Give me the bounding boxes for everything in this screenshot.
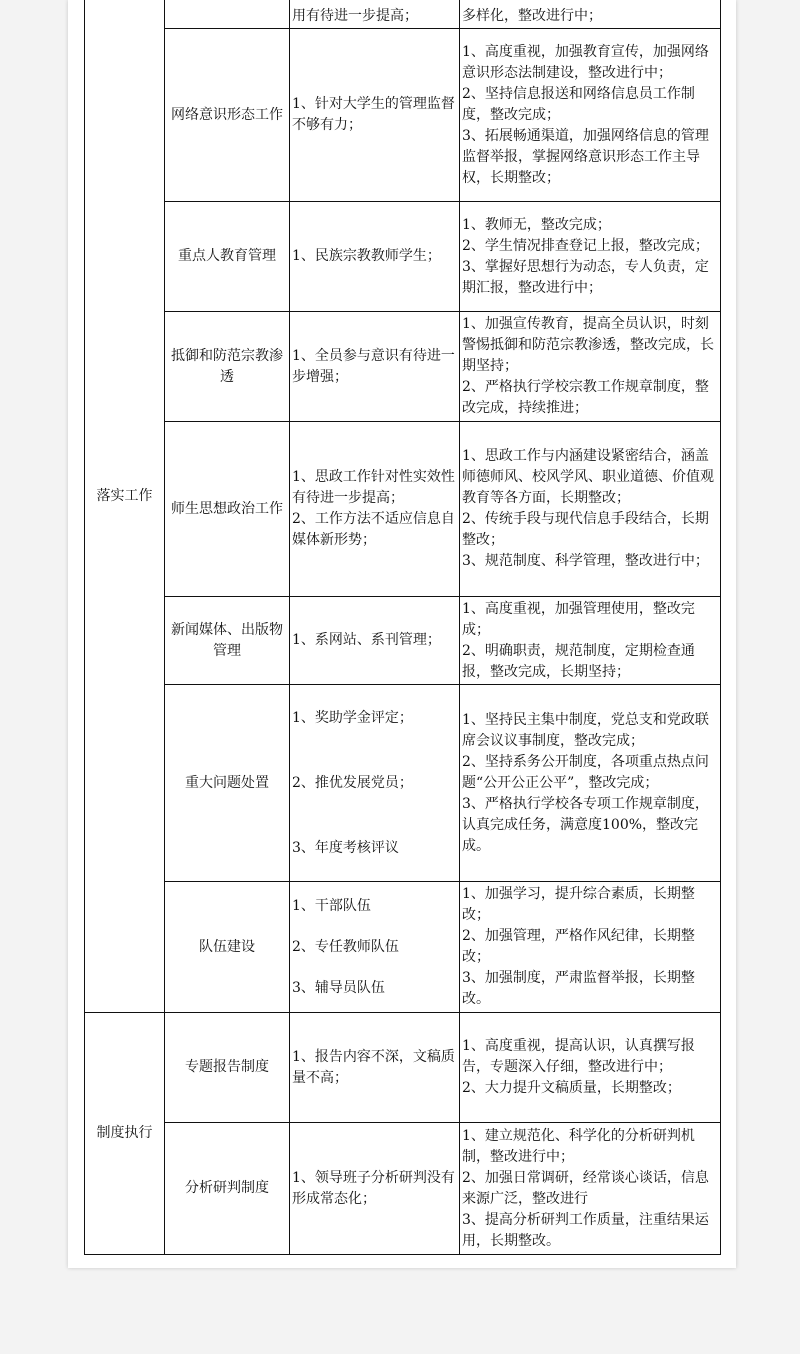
table-row [85, 29, 721, 202]
measure-cell: 1、高度重视，加强管理使用，整改完成； 2、明确职责，规范制度，定期检查通报，整改完成，长期坚持； [460, 597, 721, 685]
item-cell: 网络意识形态工作 [165, 29, 290, 202]
problem-cell: 1、干部队伍 2、专任教师队伍 3、辅导员队伍 [290, 882, 460, 1013]
measure-cell: 1、高度重视，加强教育宣传，加强网络意识形态法制建设，整改进行中； 2、坚持信息报送和网络信息员工作制度，整改完成； 3、拓展畅通渠道，加强网络信息的管理监督举报，掌握网络意识形态工作主导权，长期整改； [460, 29, 721, 202]
table-row [85, 422, 721, 597]
category-cell: 落实工作 [85, 0, 165, 1013]
problem-cell: 1、报告内容不深，文稿质量不高； [290, 1013, 460, 1123]
problem-cell: 1、民族宗教教师学生； [290, 202, 460, 312]
measure-cell: 1、坚持民主集中制度，党总支和党政联席会议议事制度，整改完成； 2、坚持系务公开制度，各项重点热点问题“公开公正公平”，整改完成； 3、严格执行学校各专项工作规章制度，认真完成任务，满意度100%，整改完成。 [460, 685, 721, 882]
item-cell: 专题报告制度 [165, 1013, 290, 1123]
problem-cell: 1、奖助学金评定； 2、推优发展党员； 3、年度考核评议 [290, 685, 460, 882]
item-cell: 重大问题处置 [165, 685, 290, 882]
table-row [85, 1013, 721, 1123]
table-row [85, 597, 721, 685]
item-cell: 队伍建设 [165, 882, 290, 1013]
measure-cell: 多样化，整改进行中； [460, 0, 721, 29]
item-cell [165, 0, 290, 29]
problem-cell: 1、全员参与意识有待进一步增强； [290, 312, 460, 422]
problem-cell: 1、系网站、系刊管理； [290, 597, 460, 685]
table-row [85, 882, 721, 1013]
item-cell: 抵御和防范宗教渗透 [165, 312, 290, 422]
rectification-table [84, 0, 721, 1255]
measure-cell: 1、思政工作与内涵建设紧密结合，涵盖师德师风、校风学风、职业道德、价值观教育等各方面，长期整改； 2、传统手段与现代信息手段结合，长期整改； 3、规范制度、科学管理，整改进行中； [460, 422, 721, 597]
document-page [68, 0, 736, 1268]
table-row [85, 0, 721, 29]
table-row [85, 685, 721, 882]
problem-cell: 1、领导班子分析研判没有形成常态化； [290, 1123, 460, 1255]
table-row [85, 1123, 721, 1255]
category-cell: 制度执行 [85, 1013, 165, 1255]
item-cell: 新闻媒体、出版物管理 [165, 597, 290, 685]
measure-cell: 1、建立规范化、科学化的分析研判机制，整改进行中； 2、加强日常调研，经常谈心谈话，信息来源广泛，整改进行 3、提高分析研判工作质量，注重结果运用，长期整改。 [460, 1123, 721, 1255]
measure-cell: 1、教师无，整改完成； 2、学生情况排查登记上报，整改完成； 3、掌握好思想行为动态，专人负责，定期汇报，整改进行中； [460, 202, 721, 312]
measure-cell: 1、加强学习，提升综合素质，长期整改； 2、加强管理，严格作风纪律，长期整改； 3、加强制度，严肃监督举报，长期整改。 [460, 882, 721, 1013]
problem-cell: 用有待进一步提高； [290, 0, 460, 29]
item-cell: 重点人教育管理 [165, 202, 290, 312]
table-row [85, 312, 721, 422]
measure-cell: 1、加强宣传教育，提高全员认识，时刻警惕抵御和防范宗教渗透，整改完成，长期坚持； 2、严格执行学校宗教工作规章制度，整改完成，持续推进； [460, 312, 721, 422]
table-row [85, 202, 721, 312]
item-cell: 分析研判制度 [165, 1123, 290, 1255]
item-cell: 师生思想政治工作 [165, 422, 290, 597]
problem-cell: 1、针对大学生的管理监督不够有力； [290, 29, 460, 202]
problem-cell: 1、思政工作针对性实效性有待进一步提高； 2、工作方法不适应信息自媒体新形势； [290, 422, 460, 597]
measure-cell: 1、高度重视，提高认识，认真撰写报告，专题深入仔细，整改进行中； 2、大力提升文稿质量，长期整改； [460, 1013, 721, 1123]
